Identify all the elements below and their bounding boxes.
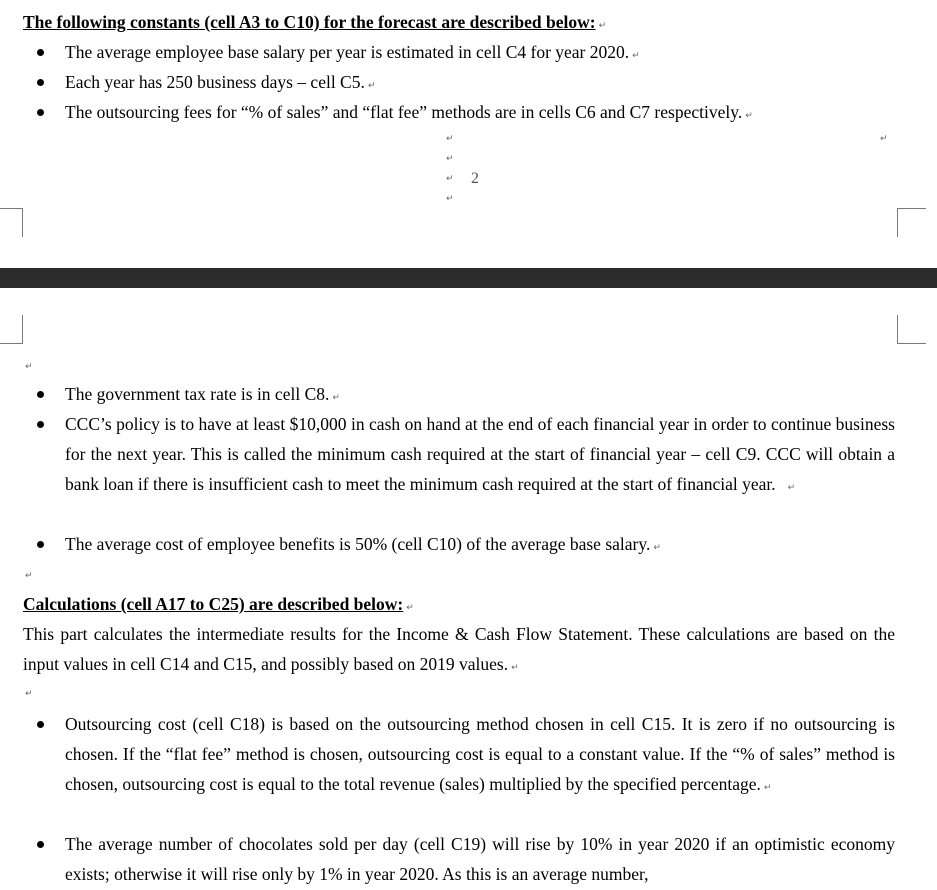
list-item-text: The government tax rate is in cell C8. (65, 384, 330, 404)
paragraph-mark-icon: ↵ (745, 111, 753, 121)
list-item (65, 379, 895, 413)
paragraph-mark-icon: ↵ (367, 81, 376, 91)
list-item-text: Outsourcing cost (cell C18) is based on the outsourcing method chosen in cell C15. It is zero if no outsourcing is chosen. If the “flat fee” method is chosen, outsourcing cost is equal to a constant value. If the “% of sales” method is chosen, outsourcing cost is equal to the total revenue (sales) multiplied by the specified percentage. (65, 714, 895, 794)
paragraph-mark-icon: ↵ (763, 783, 772, 793)
bullet-icon (37, 421, 44, 428)
bullet-icon (37, 49, 44, 56)
paragraph-mark-icon: ↵ (332, 393, 340, 403)
paragraph-mark-icon: ↵ (446, 174, 454, 184)
list-item-text: CCC’s policy is to have at least $10,000 in cash on hand at the end of each financial year in order to continue business for the next year. This is called the minimum cash required at the start of financial year – cell C9. CCC will obtain a bank loan if there is insufficient cash to meet the minimum cash required at the start of financial year. (65, 414, 895, 494)
calculations-paragraph (23, 619, 895, 683)
paragraph-mark-icon: ↵ (787, 483, 796, 493)
document-page-bottom (0, 288, 937, 890)
list-item-text: Each year has 250 business days – cell C5. (65, 72, 365, 92)
list-item-text: The average number of chocolates sold per day (cell C19) will rise by 10% in year 2020 if an optimistic economy exists; otherwise it will rise only by 1% in year 2020. As this is an average number, (65, 834, 895, 884)
bullet-icon (37, 841, 44, 848)
constants-heading: The following constants (cell A3 to C10) for the forecast are described below: (23, 12, 596, 32)
paragraph-mark-icon: ↵ (653, 543, 661, 553)
calculations-heading: Calculations (cell A17 to C25) are described below: (23, 594, 404, 614)
calculations-heading-line (23, 589, 895, 623)
page-gap (0, 268, 937, 288)
list-item (65, 37, 895, 71)
list-item (65, 529, 895, 563)
paragraph-mark-icon: ↵ (25, 689, 33, 699)
paragraph-mark-icon: ↵ (406, 603, 414, 613)
paragraph-mark-icon: ↵ (446, 134, 454, 144)
paragraph-mark-icon: ↵ (446, 194, 454, 204)
paragraph-mark-icon: ↵ (598, 21, 607, 31)
paragraph-mark-icon: ↵ (446, 154, 454, 164)
list-item (65, 97, 895, 131)
bullet-icon (37, 79, 44, 86)
paragraph-mark-icon: ↵ (25, 571, 33, 581)
crop-mark-top-left (0, 315, 23, 344)
list-item-text: The average cost of employee benefits is 50% (cell C10) of the average base salary. (65, 534, 651, 554)
list-item-text: The outsourcing fees for “% of sales” and “flat fee” methods are in cells C6 and C7 respectively. (65, 102, 743, 122)
paragraph-mark-icon: ↵ (25, 362, 33, 372)
bullet-icon (37, 109, 44, 116)
document-page-top (0, 0, 937, 268)
list-item (65, 67, 895, 101)
paragraph-mark-icon: ↵ (632, 51, 640, 61)
constants-heading-line (23, 7, 895, 41)
crop-mark-bottom-right (897, 208, 926, 237)
crop-mark-top-right (897, 315, 926, 344)
bullet-icon (37, 541, 44, 548)
paragraph-mark-icon: ↵ (880, 134, 888, 144)
bullet-icon (37, 721, 44, 728)
bullet-icon (37, 391, 44, 398)
paragraph-text: This part calculates the intermediate results for the Income & Cash Flow Statement. These calculations are based on the input values in cell C14 and C15, and possibly based on 2019 values. (23, 624, 895, 674)
paragraph-mark-icon: ↵ (511, 663, 519, 673)
crop-mark-bottom-left (0, 208, 23, 237)
list-item-text: The average employee base salary per year is estimated in cell C4 for year 2020. (65, 42, 630, 62)
list-item (65, 709, 895, 803)
list-item (65, 829, 895, 889)
page-number: 2 (471, 170, 479, 187)
list-item (65, 409, 895, 503)
